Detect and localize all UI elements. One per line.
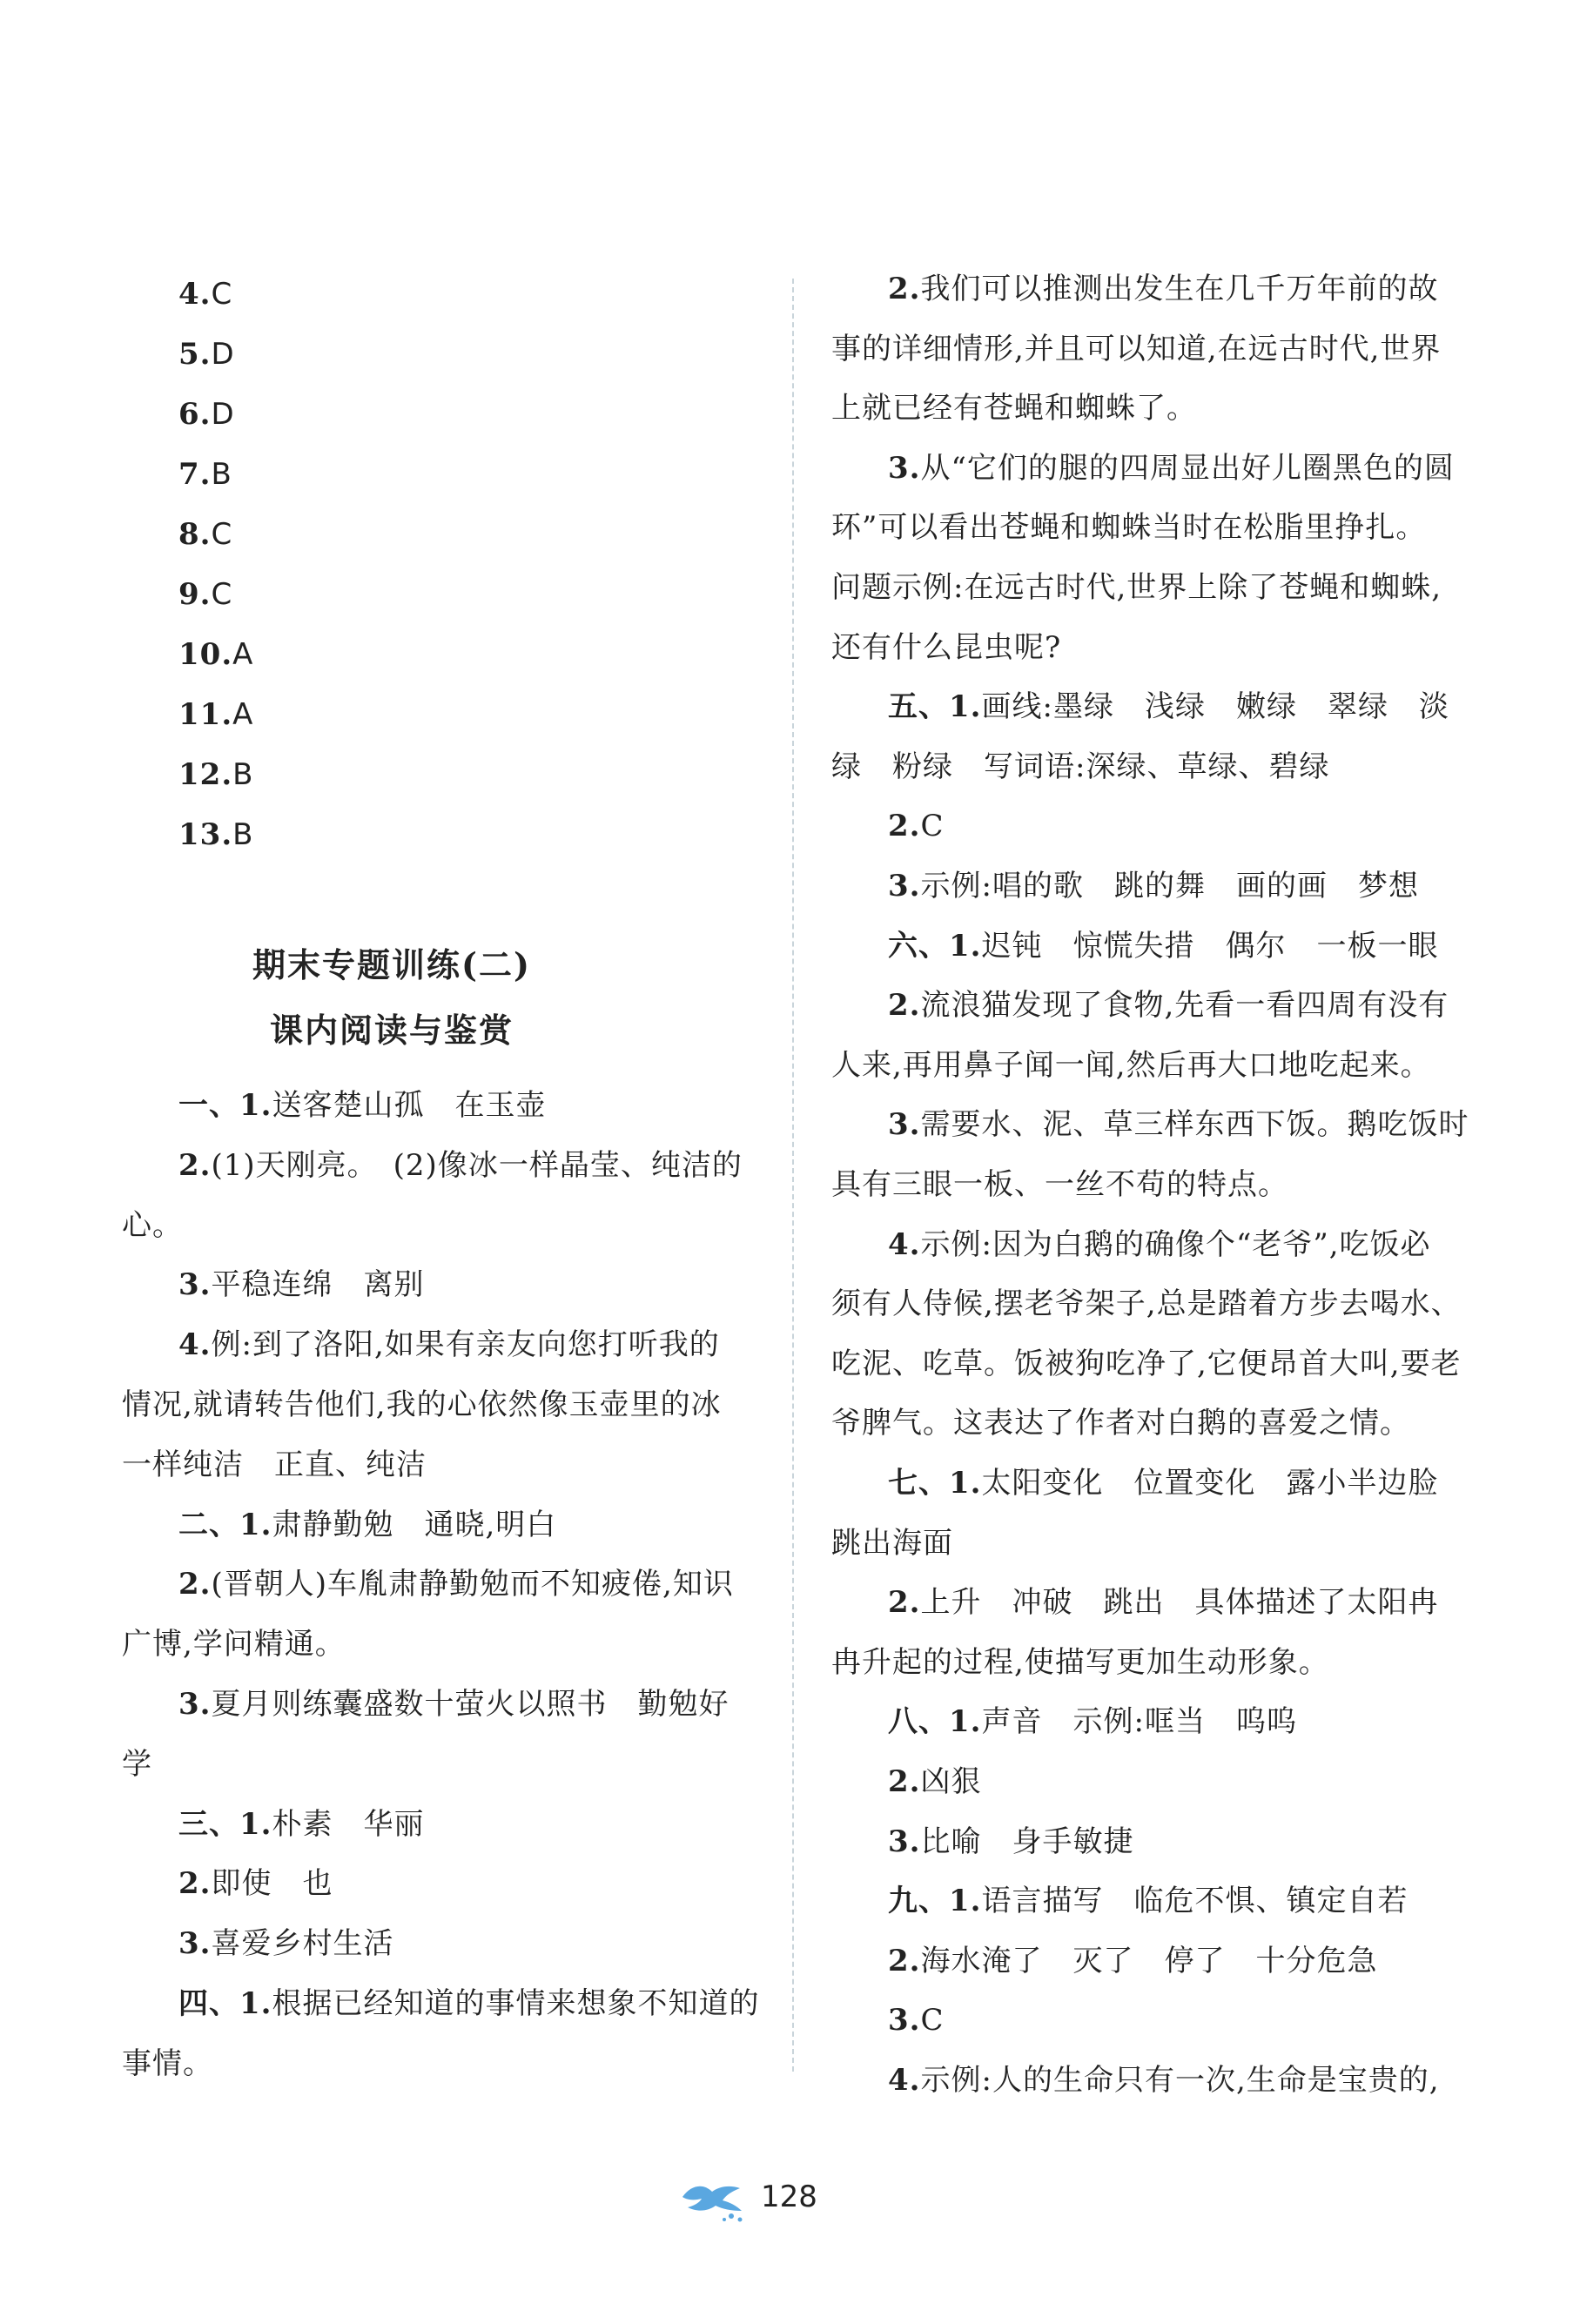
mc-answer-line: [178, 817, 253, 852]
answer-text: 声音 示例:哐当 呜呜: [981, 1704, 1297, 1739]
answer-text: (晋朝人)车胤肃静勤勉而不知疲倦,知识: [211, 1567, 734, 1602]
answer-text: 上升 冲破 跳出 具体描述了太阳冉: [920, 1585, 1439, 1620]
answer-text: 心。: [122, 1208, 183, 1243]
item-number: 四、1.: [178, 1986, 272, 2021]
mc-answer-line: [178, 637, 253, 672]
answer-text: 具有三眼一板、一丝不苟的特点。: [831, 1167, 1288, 1202]
answer-text: 示例:因为白鹅的确像个“老爷”,吃饭必: [920, 1227, 1431, 1262]
item-number: 4.: [888, 2063, 921, 2098]
item-number: 2.: [178, 1567, 212, 1602]
item-number: 12.: [178, 757, 233, 792]
answer-line: [122, 1627, 346, 1662]
answer-text: 喜爱乡村生活: [211, 1926, 394, 1961]
answer-line: [888, 809, 945, 843]
answer-line: [831, 1526, 953, 1561]
answer-text: 朴素 华丽: [272, 1807, 425, 1842]
answer-line: [888, 1466, 1439, 1501]
item-number: 3.: [888, 869, 921, 903]
answer-text: 事的详细情形,并且可以知道,在远古时代,世界: [831, 332, 1442, 366]
answer-line: [178, 1088, 547, 1123]
answer-text: 例:到了洛阳,如果有亲友向您打听我的: [211, 1327, 720, 1362]
answer-line: [122, 1208, 183, 1243]
answer-text: 我们可以推测出发生在几千万年前的故: [920, 272, 1439, 306]
page-number: 128: [761, 2180, 817, 2214]
answer-line: [888, 1107, 1469, 1142]
answer-line: [178, 1807, 425, 1842]
answer-line: [888, 1227, 1431, 1262]
mc-answer-line: [178, 397, 235, 432]
answer-text: 广博,学问精通。: [122, 1627, 346, 1662]
answer-text: 比喻 身手敏捷: [920, 1824, 1134, 1859]
item-number: 7.: [178, 457, 212, 492]
item-number: 10.: [178, 637, 233, 672]
answer-line: [178, 1687, 729, 1722]
bird-icon: [679, 2176, 754, 2225]
item-number: 二、1.: [178, 1508, 272, 1542]
item-number: 一、1.: [178, 1088, 272, 1123]
answer-text: C: [211, 277, 233, 312]
mc-answer-line: [178, 577, 232, 612]
mc-answer-line: [178, 757, 253, 792]
item-number: 4.: [178, 277, 212, 312]
column-divider: [792, 279, 794, 2072]
answer-text: 画线:墨绿 浅绿 嫩绿 翠绿 淡: [981, 689, 1449, 724]
answer-line: [178, 1327, 720, 1362]
answer-text: C: [211, 577, 233, 612]
section-subtitle: 课内阅读与鉴赏: [269, 1011, 514, 1050]
answer-text: A: [232, 697, 254, 732]
answer-text: 示例:人的生命只有一次,生命是宝贵的,: [920, 2063, 1440, 2098]
answer-line: [831, 1167, 1288, 1202]
answer-text: 需要水、泥、草三样东西下饭。鹅吃饭时: [920, 1107, 1469, 1142]
item-number: 3.: [178, 1687, 212, 1722]
answer-line: [178, 1866, 333, 1901]
answer-text: B: [232, 817, 254, 852]
answer-text: C: [920, 809, 945, 843]
answer-text: 肃静勤勉 通晓,明白: [272, 1508, 557, 1542]
mc-answer-line: [178, 697, 253, 732]
answer-line: [888, 451, 1455, 486]
mc-answer-line: [178, 457, 232, 492]
answer-text: 情况,就请转告他们,我的心依然像玉壶里的冰: [122, 1387, 722, 1422]
answer-text: 吃泥、吃草。饭被狗吃净了,它便昂首大叫,要老: [831, 1347, 1462, 1381]
answer-line: [178, 1986, 760, 2021]
answer-text: 爷脾气。这表达了作者对白鹅的喜爱之情。: [831, 1406, 1410, 1441]
item-number: 2.: [888, 809, 921, 843]
answer-text: 须有人侍候,摆老爷架子,总是踏着方步去喝水、: [831, 1286, 1462, 1321]
item-number: 3.: [178, 1926, 212, 1961]
answer-text: A: [232, 637, 254, 672]
item-number: 9.: [178, 577, 212, 612]
answer-line: [831, 1286, 1462, 1321]
item-number: 3.: [888, 2003, 921, 2038]
answer-text: 夏月则练囊盛数十萤火以照书 勤勉好: [211, 1687, 729, 1722]
item-number: 2.: [178, 1148, 212, 1183]
answer-text: 太阳变化 位置变化 露小半边脸: [981, 1466, 1439, 1501]
item-number: 5.: [178, 337, 212, 372]
answer-line: [888, 2003, 945, 2038]
item-number: 七、1.: [888, 1466, 982, 1501]
answer-line: [888, 869, 1419, 903]
answer-text: 即使 也: [211, 1866, 333, 1901]
answer-line: [831, 749, 1329, 784]
item-number: 3.: [888, 1107, 921, 1142]
item-number: 八、1.: [888, 1704, 982, 1739]
answer-text: C: [920, 2003, 945, 2038]
item-number: 6.: [178, 397, 212, 432]
item-number: 8.: [178, 517, 212, 552]
answer-line: [888, 1585, 1439, 1620]
item-number: 2.: [178, 1866, 212, 1901]
item-number: 4.: [178, 1327, 212, 1362]
item-number: 2.: [888, 1585, 921, 1620]
answer-line: [178, 1148, 743, 1183]
answer-line: [888, 988, 1449, 1023]
item-number: 五、1.: [888, 689, 982, 724]
answer-text: 环”可以看出苍蝇和蜘蛛当时在松脂里挣扎。: [831, 510, 1427, 545]
answer-text: 人来,再用鼻子闻一闻,然后再大口地吃起来。: [831, 1048, 1431, 1083]
answer-text: C: [211, 517, 233, 552]
answer-line: [178, 1508, 556, 1542]
item-number: 3.: [178, 1267, 212, 1302]
answer-line: [888, 2063, 1440, 2098]
answer-text: 迟钝 惊慌失措 偶尔 一板一眼: [981, 929, 1439, 964]
answer-text: 跳出海面: [831, 1526, 953, 1561]
answer-text: 问题示例:在远古时代,世界上除了苍蝇和蜘蛛,: [831, 570, 1442, 605]
item-number: 三、1.: [178, 1807, 272, 1842]
answer-line: [888, 272, 1439, 306]
answer-line: [122, 1447, 427, 1482]
answer-line: [831, 332, 1441, 366]
item-number: 2.: [888, 1944, 921, 1978]
answer-text: 根据已经知道的事情来想象不知道的: [272, 1986, 760, 2021]
answer-text: 一样纯洁 正直、纯洁: [122, 1447, 427, 1482]
answer-text: D: [211, 337, 235, 372]
answer-text: 流浪猫发现了食物,先看一看四周有没有: [920, 988, 1449, 1023]
answer-line: [888, 1764, 982, 1799]
item-number: 九、1.: [888, 1884, 982, 1918]
answer-text: 学: [122, 1747, 152, 1782]
mc-answer-line: [178, 277, 232, 312]
answer-text: 海水淹了 灭了 停了 十分危急: [920, 1944, 1378, 1978]
answer-line: [178, 1267, 425, 1302]
mc-answer-line: [178, 337, 235, 372]
section-title: 期末专题训练(二): [252, 945, 531, 984]
answer-line: [831, 1347, 1462, 1381]
answer-line: [831, 570, 1442, 605]
answer-text: B: [232, 757, 254, 792]
answer-line: [122, 1387, 722, 1422]
item-number: 2.: [888, 272, 921, 306]
answer-line: [122, 2046, 213, 2081]
answer-line: [178, 1926, 394, 1961]
answer-line: [888, 929, 1439, 964]
answer-text: B: [211, 457, 232, 492]
item-number: 2.: [888, 1764, 921, 1799]
answer-text: 语言描写 临危不惧、镇定自若: [981, 1884, 1409, 1918]
answer-line: [831, 391, 1197, 426]
answer-line: [122, 1747, 152, 1782]
answer-text: 送客楚山孤 在玉壶: [272, 1088, 547, 1123]
answer-line: [831, 1645, 1329, 1680]
answer-text: 绿 粉绿 写词语:深绿、草绿、碧绿: [831, 749, 1330, 784]
answer-line: [831, 1406, 1410, 1441]
item-number: 2.: [888, 988, 921, 1023]
answer-line: [888, 1884, 1409, 1918]
answer-text: 还有什么昆虫呢?: [831, 630, 1062, 665]
item-number: 11.: [178, 697, 233, 732]
answer-text: 上就已经有苍蝇和蜘蛛了。: [831, 391, 1197, 426]
answer-line: [888, 1944, 1378, 1978]
item-number: 3.: [888, 451, 921, 486]
answer-text: 从“它们的腿的四周显出好儿圈黑色的圆: [920, 451, 1455, 486]
answer-text: 凶狠: [920, 1764, 982, 1799]
item-number: 六、1.: [888, 929, 982, 964]
answer-line: [888, 689, 1449, 724]
answer-text: D: [211, 397, 235, 432]
answer-line: [888, 1704, 1297, 1739]
item-number: 3.: [888, 1824, 921, 1859]
answer-text: 事情。: [122, 2046, 213, 2081]
answer-line: [831, 1048, 1431, 1083]
item-number: 4.: [888, 1227, 921, 1262]
answer-text: 示例:唱的歌 跳的舞 画的画 梦想: [920, 869, 1419, 903]
answer-line: [831, 510, 1426, 545]
mc-answer-line: [178, 517, 232, 552]
answer-line: [178, 1567, 734, 1602]
answer-line: [888, 1824, 1134, 1859]
answer-text: 平稳连绵 离别: [211, 1267, 425, 1302]
item-number: 13.: [178, 817, 233, 852]
answer-text: (1)天刚亮。 (2)像冰一样晶莹、纯洁的: [211, 1148, 743, 1183]
answer-line: [831, 630, 1061, 665]
page-footer: [0, 2176, 1580, 2228]
answer-text: 冉升起的过程,使描写更加生动形象。: [831, 1645, 1329, 1680]
